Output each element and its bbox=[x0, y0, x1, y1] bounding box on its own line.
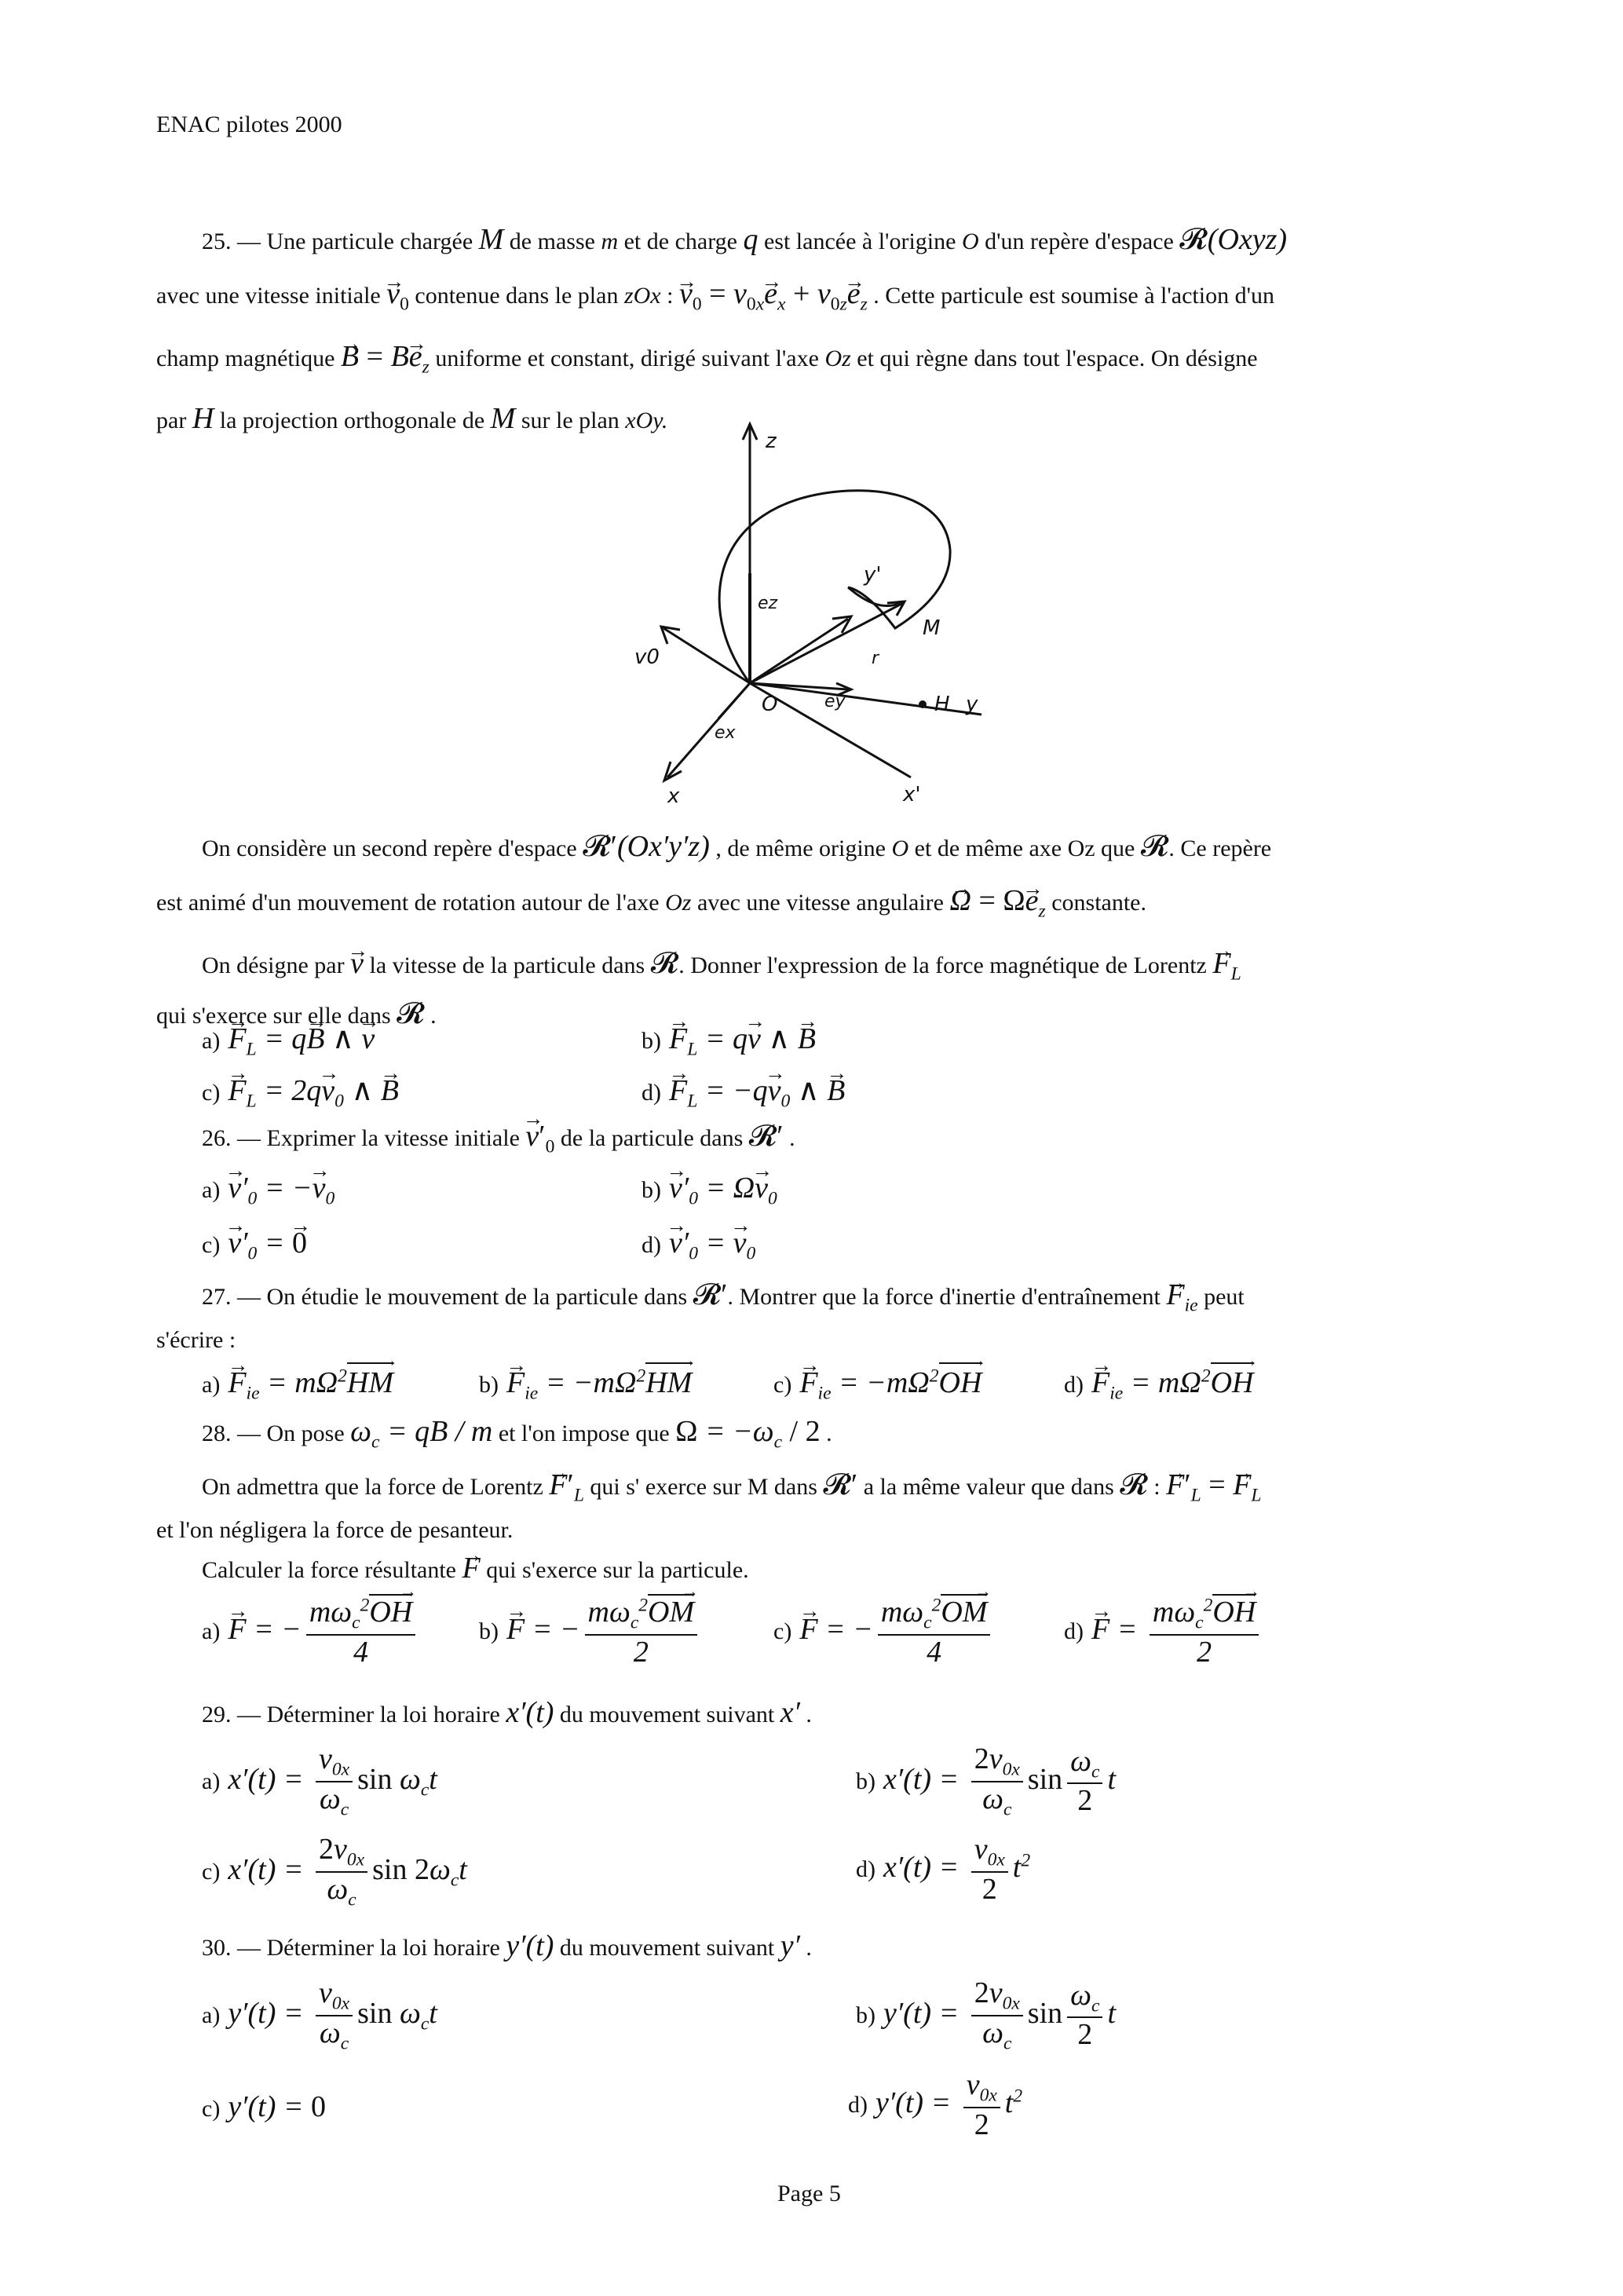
symbol-frame-R: 𝓡 bbox=[650, 946, 679, 980]
option-label: b) bbox=[856, 1768, 875, 1794]
label-x: x bbox=[667, 784, 680, 808]
option-label: a) bbox=[202, 2002, 221, 2028]
label-H: H bbox=[934, 693, 950, 716]
q26-text: de la particule dans bbox=[560, 1125, 744, 1151]
q28-paragraph: On admettra que la force de Lorentz → $F'_L$ qui s' exerce sur M dans 𝓡′ a la même valeur que dans 𝓡 : → $F'_L$ = → $F_L$ et l'on négligera la force de pesanteur. Calculer la force résultante → F qui s'exerce sur la particule. bbox=[156, 1462, 1472, 1596]
q29-text: du mouvement suivant bbox=[559, 1702, 775, 1727]
option-label: d) bbox=[1064, 1618, 1084, 1644]
q29-option-c[interactable]: c) x′(t) = $\frac{2v_{0x}}{\omega_c}$ $\sin 2\omega_ct$ bbox=[202, 1833, 467, 1910]
q25-text: qui s'exerce sur elle dans bbox=[156, 1003, 391, 1029]
q27-text: peut bbox=[1204, 1284, 1245, 1310]
q30-option-b[interactable]: b) y′(t) = $\frac{2v_{0x}}{\omega_c}$ sin $\frac{\omega_c}{2}$ t bbox=[856, 1976, 1117, 2054]
q25-text: uniforme et constant, dirigé suivant l'axe bbox=[435, 345, 819, 371]
option-label: b) bbox=[479, 1372, 499, 1398]
symbol-Oz: Oz bbox=[824, 345, 851, 371]
page-number: Page 5 bbox=[777, 2181, 841, 2206]
q25-text: la vitesse de la particule dans bbox=[369, 952, 645, 978]
symbol-Oxpypz: (Ox′y′z) bbox=[617, 830, 710, 863]
ex-vector bbox=[718, 683, 750, 718]
q26-option-a[interactable]: $a)\to v'_0$ = −→ $v_0$ bbox=[202, 1170, 334, 1211]
q28-question: 28. — On pose $\omega_c$ = qB / m et l'on impose que $\Omega = -\omega_c / 2$ . bbox=[202, 1415, 832, 1453]
q26-option-b[interactable]: $b)\to v'_0 = \Omega\to v_0$ bbox=[642, 1170, 777, 1211]
symbol-frame-R: 𝓡 bbox=[1140, 830, 1169, 863]
q25-text: est lancée à l'origine bbox=[763, 229, 956, 254]
symbol-frame-R-prime: 𝓡′ bbox=[823, 1468, 858, 1501]
q25-text: On considère un second repère d'espace bbox=[202, 835, 577, 861]
q27-option-c[interactable]: $c)\to F_{ie} = -m\Omega^2OH$ → bbox=[773, 1362, 981, 1406]
q30-question: 30. — Déterminer la loi horaire y′(t) du mouvement suivant y′ . bbox=[202, 1929, 812, 1962]
q25-text: par bbox=[156, 408, 187, 434]
label-y: y bbox=[966, 693, 978, 716]
q27-option-d[interactable]: $d)\to F_{ie} = m\Omega^2OH$ → bbox=[1064, 1362, 1253, 1406]
option-label: b) bbox=[856, 2002, 875, 2028]
q25-option-a[interactable]: $a)\to F_L = q\to B$ ∧ → v bbox=[202, 1021, 375, 1062]
q28-text: et l'on impose que bbox=[498, 1420, 670, 1446]
q29-question: 29. — Déterminer la loi horaire x′(t) du mouvement suivant x′ . bbox=[202, 1696, 812, 1729]
symbol-xOy: xOy. bbox=[625, 408, 668, 434]
symbol-frame-R-prime: 𝓡′ bbox=[693, 1278, 728, 1311]
q25-text: et de même axe Oz que bbox=[914, 835, 1135, 861]
q25-text: . Donner l'expression de la force magnétique de Lorentz bbox=[678, 952, 1207, 978]
F-symbol: → F bbox=[462, 1552, 481, 1585]
document-header: ENAC pilotes 2000 bbox=[156, 112, 342, 137]
q25-text: sur le plan bbox=[521, 408, 620, 434]
q29-option-b[interactable]: b) x′(t) = $\frac{2v_{0x}}{\omega_c}$ sin $\frac{\omega_c}{2}$ t bbox=[856, 1742, 1117, 1820]
symbol-O: O bbox=[961, 229, 979, 254]
symbol-frame-R: 𝓡 bbox=[1179, 223, 1208, 256]
second-frame-paragraph: On considère un second repère d'espace 𝓡′(Ox′y′z) , de même origine O et de même axe Oz que 𝓡. Ce repère est animé d'un mouvement de rotation autour de l'axe Oz avec une vitesse angulaire → $\Omega = \Omega\to e_z$ constante. On désigne par → v la vitesse de la particule dans 𝓡. Donner l'expression de la force magnétique de Lorentz → $F_L$ qui s'exerce sur elle dans 𝓡 . bbox=[156, 821, 1472, 1030]
q25-text: constante. bbox=[1051, 890, 1146, 916]
symbol-frame-R: 𝓡 bbox=[397, 997, 425, 1031]
q25-option-b[interactable]: $b)\to F_L = q\to v$ ∧ → B bbox=[642, 1021, 816, 1062]
option-label: a) bbox=[202, 1028, 221, 1054]
symbol-O: O bbox=[891, 835, 909, 861]
q28-text: qui s'exerce sur la particule. bbox=[486, 1556, 749, 1583]
q25-text: 25. — Une particule chargée bbox=[202, 229, 473, 254]
q28-option-a[interactable]: a)→ F = − $\frac{m\omega_c^2OH \to}{4}$ bbox=[202, 1594, 420, 1669]
Fie-symbol: → $F_{ie}$ bbox=[1166, 1278, 1197, 1311]
v0-expression: → $v_0$ bbox=[386, 277, 409, 310]
option-label: c) bbox=[202, 2096, 221, 2122]
option-label: b) bbox=[479, 1618, 499, 1644]
symbol-frame-R-prime: 𝓡′ bbox=[583, 830, 617, 863]
option-label: d) bbox=[642, 1232, 661, 1258]
label-v0: v0 bbox=[634, 645, 660, 669]
label-ez: ez bbox=[758, 594, 778, 613]
point-H bbox=[919, 700, 927, 708]
FL-symbol: → $F_L$ bbox=[1212, 947, 1241, 980]
q28-text: 28. — On pose bbox=[202, 1420, 345, 1446]
q27-text: s'écrire : bbox=[156, 1326, 236, 1353]
symbol-Oxyz: (Oxyz) bbox=[1207, 223, 1288, 256]
q25-text: contenue dans le plan bbox=[415, 283, 619, 309]
v0-prime-symbol: → $v'_0$ bbox=[525, 1120, 554, 1153]
option-label: d) bbox=[856, 1856, 875, 1883]
q25-paragraph: 25. — Une particule chargée M de masse m et de charge q est lancée à l'origine O d'un repère d'espace 𝓡(Oxyz) avec une vitesse initiale → $v_0$ contenue dans le plan zOx : → $v_0 = v_{0x}\to e_x + v_{0z}\to e_z$ . Cette particule est soumise à l'action d'un champ magnétique → $B = B\to e_z$ uniforme et constant, dirigé suivant l'axe Oz et qui règne dans tout l'espace. On désigne par H la projection orthogonale de M sur le plan xOy. bbox=[156, 214, 1472, 447]
label-z: z bbox=[766, 430, 777, 453]
q25-text: de masse bbox=[509, 229, 595, 254]
option-label: c) bbox=[202, 1232, 221, 1258]
option-label: d) bbox=[1064, 1372, 1084, 1398]
q28-text: On admettra que la force de Lorentz bbox=[202, 1474, 543, 1500]
label-r: r bbox=[872, 649, 879, 668]
symbol-M: M bbox=[490, 402, 516, 436]
symbol-m: m bbox=[601, 229, 619, 254]
label-O: O bbox=[762, 693, 778, 716]
omega-constraint: $\Omega = -\omega_c / 2$ bbox=[675, 1415, 821, 1453]
q25-option-d[interactable]: $d)\to F_L = -q\to v_0$ ∧ → B bbox=[642, 1073, 845, 1113]
q25-text: est animé d'un mouvement de rotation autour de l'axe bbox=[156, 890, 660, 916]
q25-text: On désigne par bbox=[202, 952, 345, 978]
y-prime-t-symbol: y′(t) bbox=[506, 1929, 554, 1962]
q28-text: et l'on négligera la force de pesanteur. bbox=[156, 1516, 514, 1543]
q26-option-d[interactable]: $d)\to v'_0$ = → $v_0$ bbox=[642, 1225, 755, 1266]
y-prime-axis bbox=[750, 619, 848, 683]
q29-text: 29. — Déterminer la loi horaire bbox=[202, 1702, 500, 1727]
q25-text: . Ce repère bbox=[1168, 835, 1272, 861]
q27-question bbox=[156, 1272, 1472, 1352]
q28-option-d[interactable]: d)→ F = $\frac{m\omega_c^2OH \to}{2}$ bbox=[1064, 1594, 1263, 1669]
option-label: c) bbox=[773, 1372, 792, 1398]
label-ey: ey bbox=[824, 692, 846, 711]
option-label: b) bbox=[642, 1028, 661, 1054]
q25-text: , de même origine bbox=[715, 835, 886, 861]
q27-text: 27. — On étudie le mouvement de la particule dans bbox=[202, 1284, 688, 1310]
q30-option-d[interactable]: d) y′(t) = $\frac{v_{0x}}{2}$ $t^2$ bbox=[848, 2068, 1023, 2141]
particle-trajectory-figure bbox=[612, 416, 1005, 809]
option-label: d) bbox=[642, 1080, 661, 1106]
q30-option-a[interactable]: a) y′(t) = $\frac{v_{0x}}{\omega_c}$ $\sin \omega_ct$ bbox=[202, 1976, 437, 2054]
q27-option-a[interactable]: $a)\to F_{ie} = m\Omega^2HM$ → bbox=[202, 1362, 393, 1406]
v0-vector bbox=[663, 628, 750, 683]
option-label: a) bbox=[202, 1177, 221, 1203]
q30-option-c[interactable]: c) y′(t) = 0 bbox=[202, 2090, 326, 2123]
symbol-zOx: zOx bbox=[623, 283, 661, 309]
q28-text: Calculer la force résultante bbox=[202, 1556, 456, 1583]
r-vector bbox=[750, 603, 903, 683]
q27-option-b[interactable]: $b)\to F_{ie} = -m\Omega^2HM$ → bbox=[479, 1362, 692, 1406]
b-field-expression: → $B = B\to e_z$ bbox=[341, 340, 430, 373]
q25-text: d'un repère d'espace bbox=[985, 229, 1174, 254]
x-prime-t-symbol: x′(t) bbox=[506, 1696, 554, 1729]
option-label: b) bbox=[642, 1177, 661, 1203]
q28-text: a la même valeur que dans bbox=[863, 1474, 1114, 1500]
option-label: a) bbox=[202, 1618, 221, 1644]
q25-text: avec une vitesse initiale bbox=[156, 283, 381, 309]
option-label: c) bbox=[202, 1080, 221, 1106]
symbol-frame-R: 𝓡 bbox=[1120, 1468, 1148, 1501]
label-ex: ex bbox=[715, 723, 736, 743]
q29-option-a[interactable]: a) x′(t) = $\frac{v_{0x}}{\omega_c}$ $\sin \omega_ct$ bbox=[202, 1742, 437, 1820]
option-label: a) bbox=[202, 1768, 221, 1794]
x-prime-symbol: x′ bbox=[780, 1696, 800, 1729]
label-y-prime: y' bbox=[864, 563, 882, 587]
q27-text: . Montrer que la force d'inertie d'entraînement bbox=[727, 1284, 1161, 1310]
q28-option-b[interactable]: b)→ F = − $\frac{m\omega_c^2OM \to}{2}$ bbox=[479, 1594, 702, 1669]
v0-decomposition: → $v_0 = v_{0x}\to e_x + v_{0z}\to e_z$ bbox=[679, 277, 868, 310]
q26-text: 26. — Exprimer la vitesse initiale bbox=[202, 1125, 520, 1151]
symbol-M: M bbox=[478, 223, 504, 256]
omega-c-definition: $\omega_c$ = qB / m bbox=[350, 1415, 493, 1453]
q26-question: 26. — Exprimer la vitesse initiale → $v'_0$ de la particule dans 𝓡′ . bbox=[202, 1118, 795, 1159]
q28-text: qui s' exerce sur M dans bbox=[590, 1474, 817, 1500]
q25-option-c[interactable]: $c)\to F_L = 2q\to v_0$ ∧ → B bbox=[202, 1073, 399, 1113]
q28-option-c[interactable]: c)→ F = − $\frac{m\omega_c^2OM \to}{4}$ bbox=[773, 1594, 995, 1669]
q25-text: avec une vitesse angulaire bbox=[696, 890, 944, 916]
q29-option-d[interactable]: d) x′(t) = $\frac{v_{0x}}{2}$ $t^2$ bbox=[856, 1833, 1031, 1906]
option-label: c) bbox=[773, 1618, 792, 1644]
symbol-H: H bbox=[192, 402, 214, 436]
option-label: a) bbox=[202, 1372, 221, 1398]
omega-expression: → $\Omega = \Omega\to e_z$ bbox=[950, 884, 1046, 917]
q25-text: . Cette particule est soumise à l'action d'un bbox=[873, 283, 1274, 309]
q25-text: la projection orthogonale de bbox=[219, 408, 485, 434]
q25-text: et qui règne dans tout l'espace. On désigne bbox=[857, 345, 1258, 371]
q30-text: 30. — Déterminer la loi horaire bbox=[202, 1935, 500, 1961]
q25-text: champ magnétique bbox=[156, 345, 335, 371]
label-x-prime: x' bbox=[903, 783, 921, 806]
symbol-frame-R-prime: 𝓡′ bbox=[748, 1120, 784, 1153]
option-label: d) bbox=[848, 2092, 868, 2119]
q26-option-c[interactable]: $c)\to v'_0$ = → 0 bbox=[202, 1225, 307, 1266]
FL-prime-symbol: → $F'_L$ bbox=[549, 1468, 584, 1501]
lorentz-equality: → $F'_L$ = → $F_L$ bbox=[1166, 1468, 1261, 1501]
q30-text: du mouvement suivant bbox=[559, 1935, 775, 1961]
label-M: M bbox=[923, 616, 941, 640]
y-prime-symbol: y′ bbox=[780, 1929, 800, 1962]
q25-text: et de charge bbox=[623, 229, 737, 254]
trajectory-curve bbox=[719, 491, 950, 683]
option-label: c) bbox=[202, 1858, 221, 1885]
symbol-Oz: Oz bbox=[665, 890, 692, 916]
symbol-q: q bbox=[743, 223, 758, 256]
v-symbol: → v bbox=[350, 947, 364, 980]
